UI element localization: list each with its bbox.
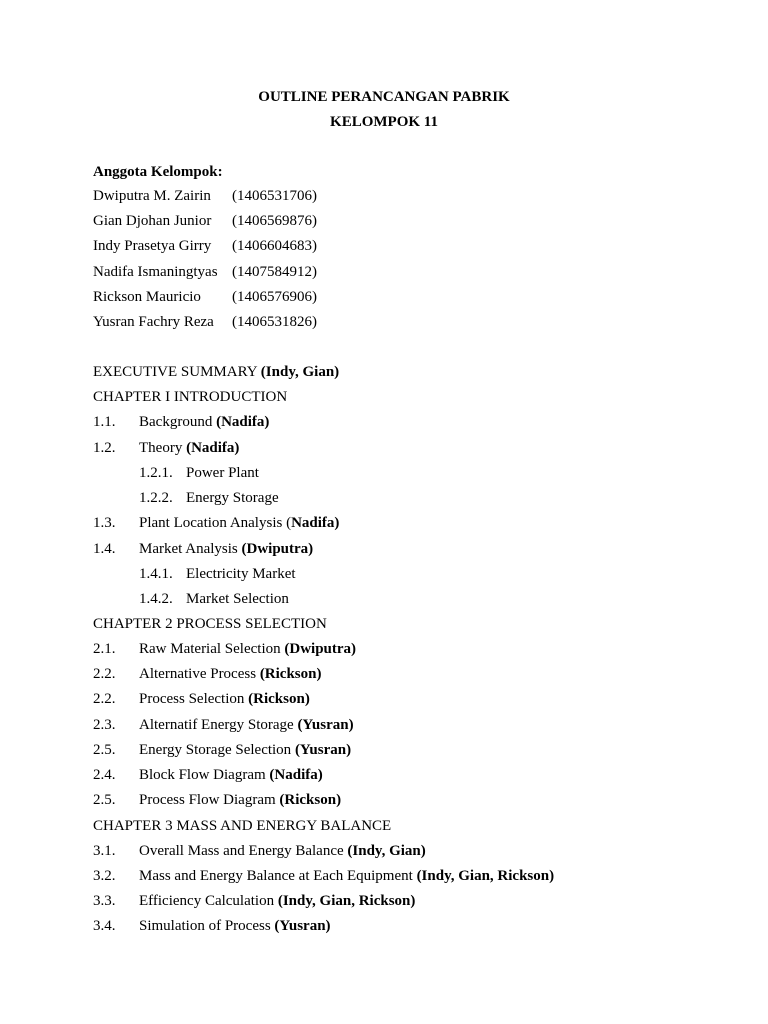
- member-name: Dwiputra M. Zairin: [93, 188, 211, 204]
- section-number: 1.4.: [93, 541, 116, 557]
- section-number: 2.4.: [93, 767, 116, 783]
- outline-text: Overall Mass and Energy Balance: [139, 843, 348, 859]
- member-id: (1406569876): [232, 213, 317, 229]
- member-name: Nadifa Ismaningtyas: [93, 264, 218, 280]
- chapter-2-heading: CHAPTER 2 PROCESS SELECTION: [93, 616, 327, 632]
- group-title: KELOMPOK 11: [330, 114, 438, 130]
- outline-text: Efficiency Calculation: [139, 893, 278, 909]
- section-3-3: [139, 893, 415, 910]
- member-name: Indy Prasetya Girry: [93, 238, 212, 254]
- outline-text: Alternative Process: [139, 666, 260, 682]
- outline-text: Process Selection: [139, 691, 249, 707]
- section-1-2: [139, 440, 239, 457]
- section-number: 3.2.: [93, 868, 116, 884]
- section-2-2-alternative: [139, 666, 321, 683]
- section-2-1: [139, 641, 356, 658]
- section-number: 2.2.: [93, 691, 116, 707]
- subsection-1-4-1: Electricity Market: [186, 566, 296, 582]
- member-id: (1406604683): [232, 238, 317, 254]
- assignee: Nadifa): [291, 515, 340, 531]
- member-name: Gian Djohan Junior: [93, 213, 212, 229]
- member-name: Rickson Mauricio: [93, 289, 201, 305]
- member-id: (1406531826): [232, 314, 317, 330]
- subsection-number: 1.2.2.: [139, 490, 173, 506]
- assignee: (Yusran): [294, 742, 352, 758]
- section-number: 3.3.: [93, 893, 116, 909]
- member-id: (1407584912): [232, 264, 317, 280]
- section-3-4: [139, 918, 331, 935]
- section-2-5-storage: [139, 742, 351, 759]
- outline-text: Theory: [139, 440, 187, 456]
- assignee: (Nadifa): [269, 767, 323, 783]
- section-3-1: [139, 843, 426, 860]
- assignee: (Yusran): [274, 918, 331, 934]
- subsection-number: 1.4.2.: [139, 591, 173, 607]
- members-heading: Anggota Kelompok:: [93, 164, 223, 180]
- section-number: 1.1.: [93, 414, 116, 430]
- member-id: (1406531706): [232, 188, 317, 204]
- section-2-5-flow: [139, 792, 341, 809]
- chapter-1-heading: CHAPTER I INTRODUCTION: [93, 389, 288, 405]
- outline-text: Market Analysis: [139, 541, 242, 557]
- outline-text: Mass and Energy Balance at Each Equipment: [139, 868, 417, 884]
- section-2-4: [139, 767, 323, 784]
- outline-text: Energy Storage Selection: [139, 742, 295, 758]
- member-id: (1406576906): [232, 289, 317, 305]
- assignee: (Indy, Gian): [347, 843, 426, 859]
- section-3-2: [139, 868, 554, 885]
- document-title: OUTLINE PERANCANGAN PABRIK: [258, 89, 510, 105]
- assignee: (Rickson): [259, 666, 322, 682]
- section-2-3: [139, 717, 354, 734]
- section-number: 2.3.: [93, 717, 116, 733]
- assignee: (Dwiputra): [284, 641, 357, 657]
- section-1-4: [139, 541, 313, 558]
- assignee: (Indy, Gian): [260, 364, 340, 380]
- assignee: (Indy, Gian, Rickson): [416, 868, 555, 884]
- section-number: 1.3.: [93, 515, 116, 531]
- subsection-1-2-1: Power Plant: [186, 465, 259, 481]
- subsection-1-4-2: Market Selection: [186, 591, 289, 607]
- section-1-3: [139, 515, 339, 532]
- outline-text: Background: [139, 414, 217, 430]
- outline-text: EXECUTIVE SUMMARY: [93, 364, 261, 380]
- assignee: (Dwiputra): [241, 541, 314, 557]
- assignee: (Indy, Gian, Rickson): [277, 893, 416, 909]
- outline-text: Alternatif Energy Storage: [139, 717, 298, 733]
- subsection-number: 1.4.1.: [139, 566, 173, 582]
- executive-summary-line: [93, 364, 339, 381]
- chapter-3-heading: CHAPTER 3 MASS AND ENERGY BALANCE: [93, 818, 392, 834]
- section-number: 2.2.: [93, 666, 116, 682]
- section-number: 2.1.: [93, 641, 116, 657]
- outline-text: Block Flow Diagram: [139, 767, 270, 783]
- section-number: 2.5.: [93, 792, 116, 808]
- subsection-1-2-2: Energy Storage: [186, 490, 279, 506]
- assignee: (Rickson): [248, 691, 310, 707]
- assignee: (Rickson): [279, 792, 342, 808]
- outline-text: Simulation of Process: [139, 918, 275, 934]
- section-number: 1.2.: [93, 440, 116, 456]
- assignee: (Nadifa): [216, 414, 270, 430]
- section-number: 3.1.: [93, 843, 116, 859]
- outline-text: Plant Location Analysis (: [139, 515, 292, 531]
- section-number: 2.5.: [93, 742, 116, 758]
- outline-text: Process Flow Diagram: [139, 792, 280, 808]
- section-number: 3.4.: [93, 918, 116, 934]
- member-name: Yusran Fachry Reza: [93, 314, 214, 330]
- assignee: (Yusran): [297, 717, 354, 733]
- outline-text: Raw Material Selection: [139, 641, 285, 657]
- subsection-number: 1.2.1.: [139, 465, 173, 481]
- section-1-1: [139, 414, 269, 431]
- section-2-2-selection: [139, 691, 310, 708]
- assignee: (Nadifa): [186, 440, 240, 456]
